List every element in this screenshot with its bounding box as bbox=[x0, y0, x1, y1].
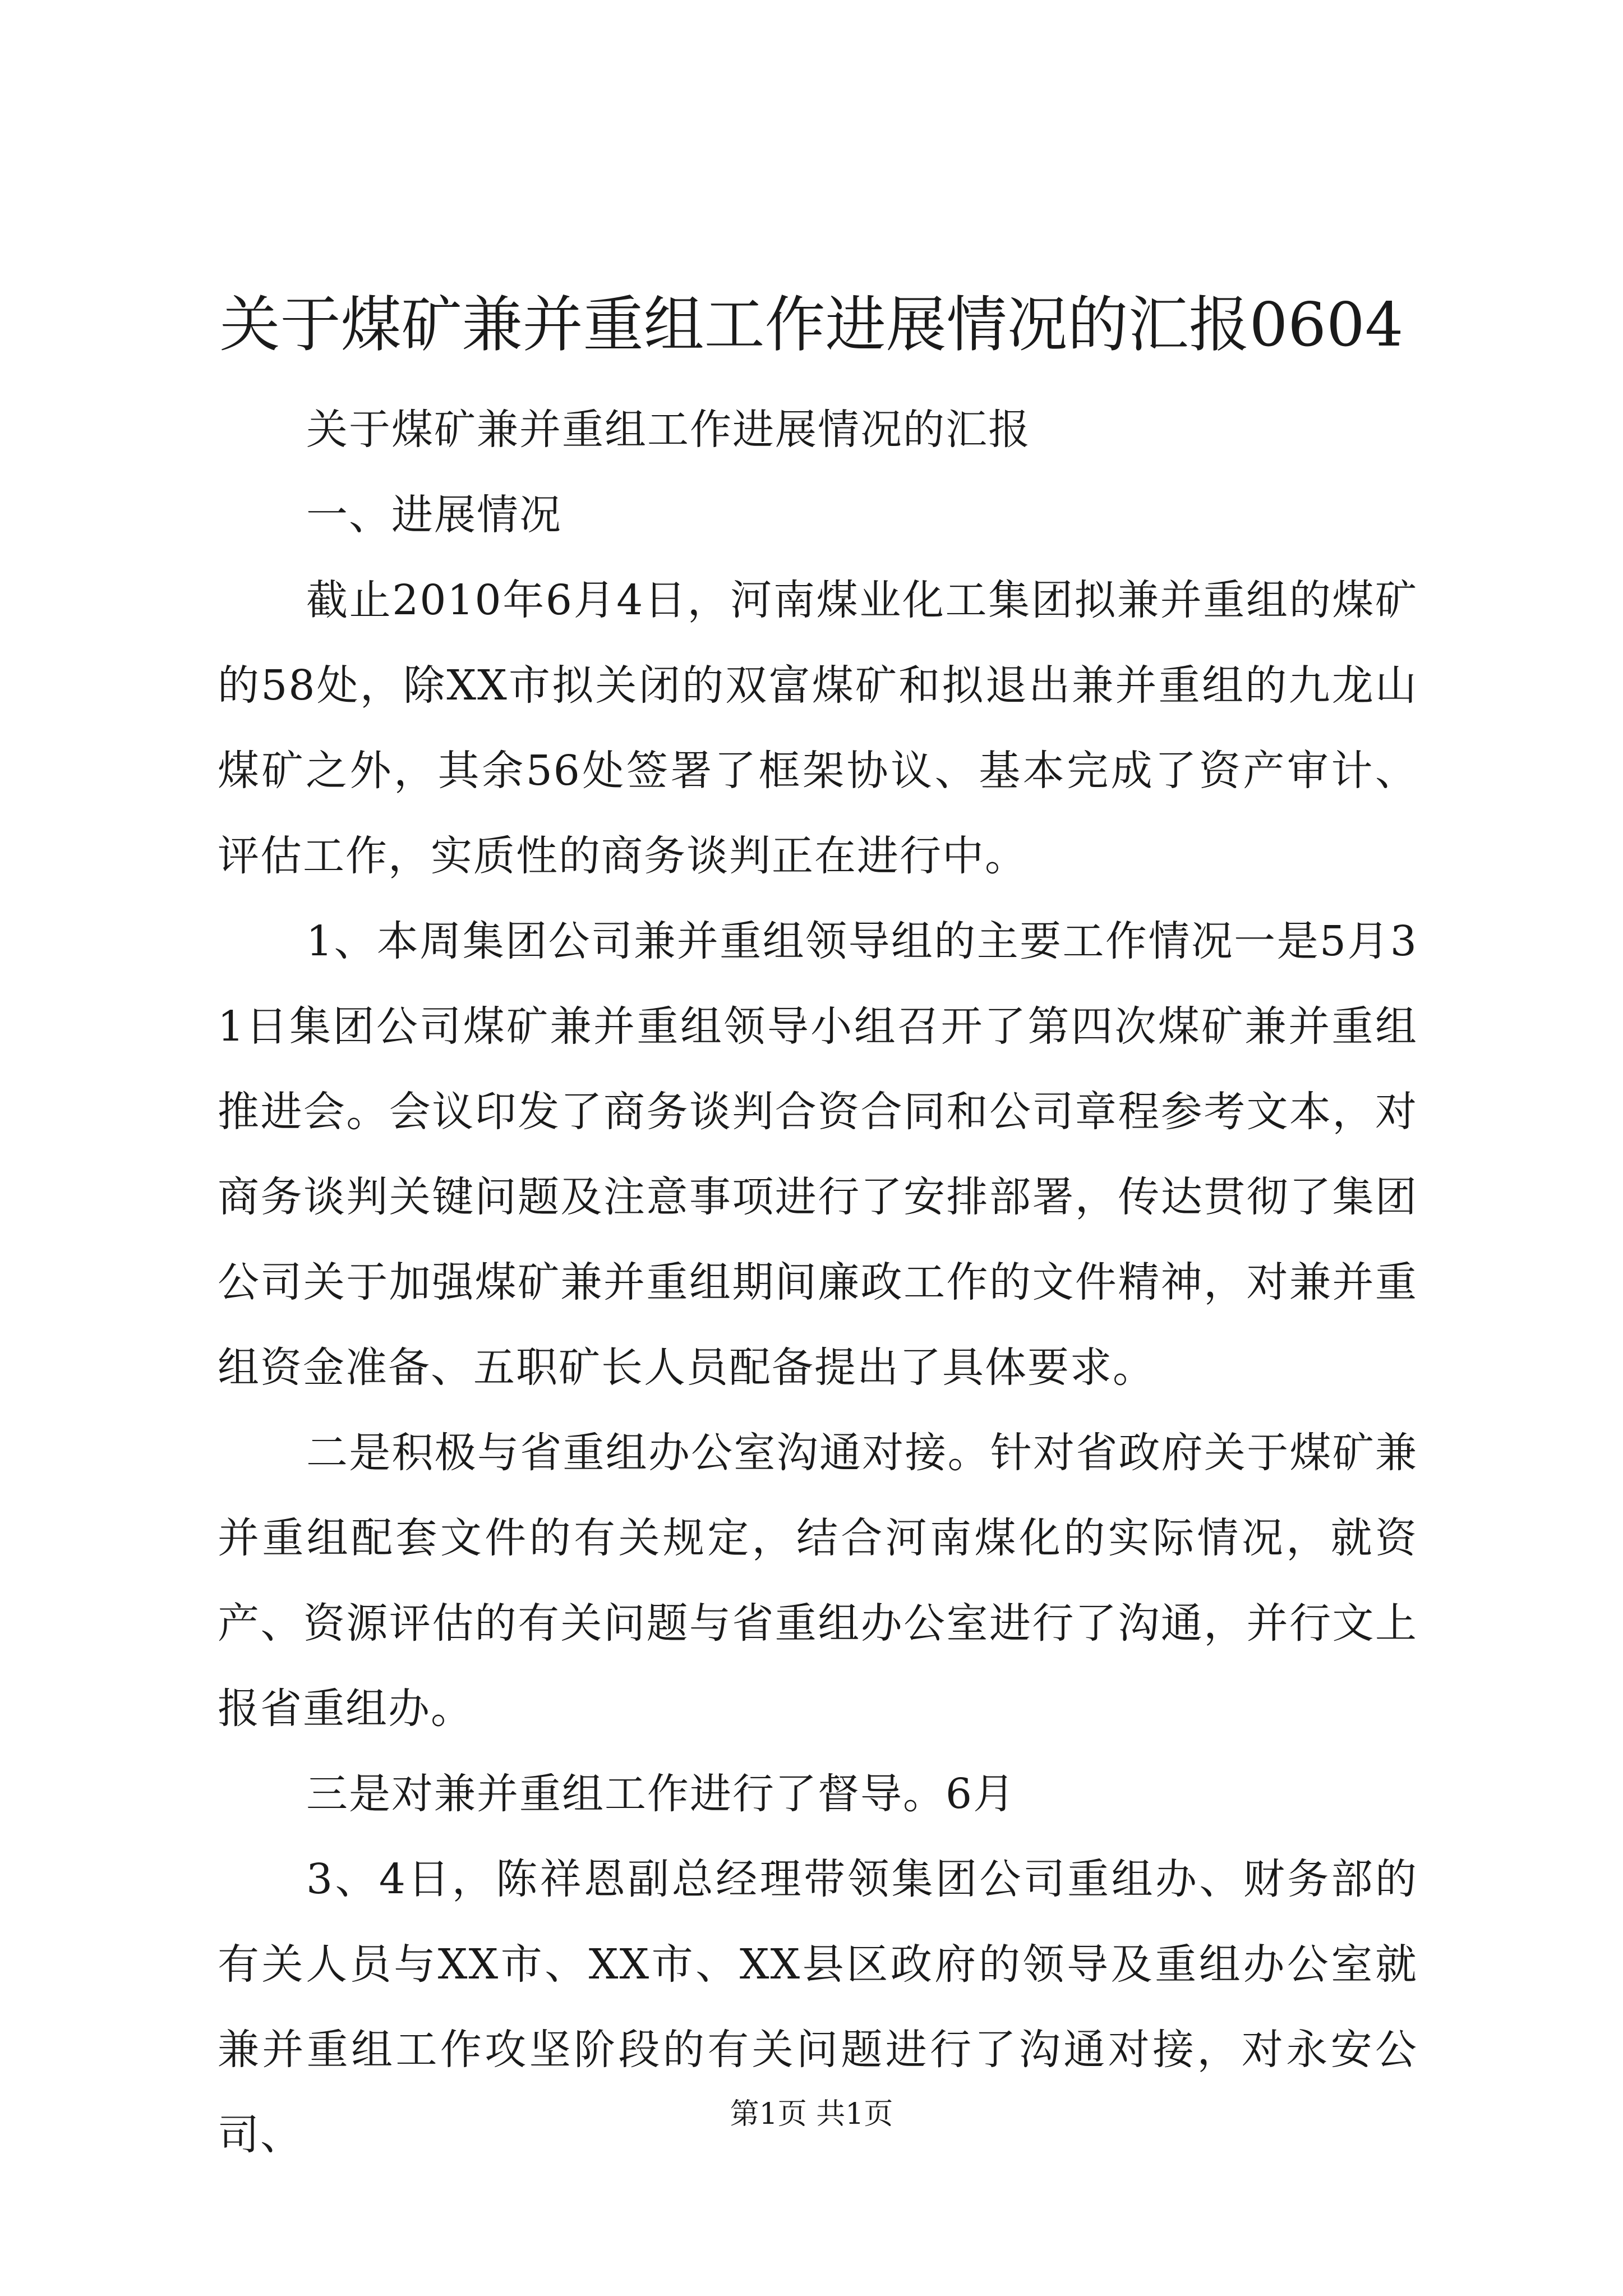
paragraph-supervision-detail: 3、4日，陈祥恩副总经理带领集团公司重组办、财务部的有关人员与XX市、XX市、XX县区政府的领导及重组办公室就兼并重组工作攻坚阶段的有关问题进行了沟通对接，对永安公司、 bbox=[218, 1855, 1418, 2159]
document-body bbox=[218, 387, 1418, 2178]
paragraph-weekly-work-item-2: 二是积极与省重组办公室沟通对接。针对省政府关于煤矿兼并重组配套文件的有关规定，结合河南煤化的实际情况，就资产、资源评估的有关问题与省重组办公室进行了沟通，并行文上报省重组办。 bbox=[218, 1429, 1418, 1733]
page-footer: 第1页 共1页 bbox=[730, 2097, 893, 2131]
document-title: 关于煤矿兼并重组工作进展情况的汇报0604 bbox=[219, 290, 1404, 360]
paragraph-subtitle: 关于煤矿兼并重组工作进展情况的汇报 bbox=[306, 406, 1031, 454]
paragraph-progress-summary: 截止2010年6月4日，河南煤业化工集团拟兼并重组的煤矿的58处，除XX市拟关闭的双富煤矿和拟退出兼并重组的九龙山煤矿之外，其余56处签署了框架协议、基本完成了资产审计、评估工作，实质性的商务谈判正在进行中。 bbox=[218, 576, 1418, 880]
paragraph-weekly-work-item-3: 三是对兼并重组工作进行了督导。6月 bbox=[306, 1770, 1016, 1818]
paragraph-weekly-work-item-1: 1、本周集团公司兼并重组领导组的主要工作情况一是5月31日集团公司煤矿兼并重组领导小组召开了第四次煤矿兼并重组推进会。会议印发了商务谈判合资合同和公司章程参考文本，对商务谈判关键问题及注意事项进行了安排部署，传达贯彻了集团公司关于加强煤矿兼并重组期间廉政工作的文件精神，对兼并重组资金准备、五职矿长人员配备提出了具体要求。 bbox=[218, 917, 1418, 1392]
paragraph-section-heading: 一、进展情况 bbox=[306, 491, 562, 539]
